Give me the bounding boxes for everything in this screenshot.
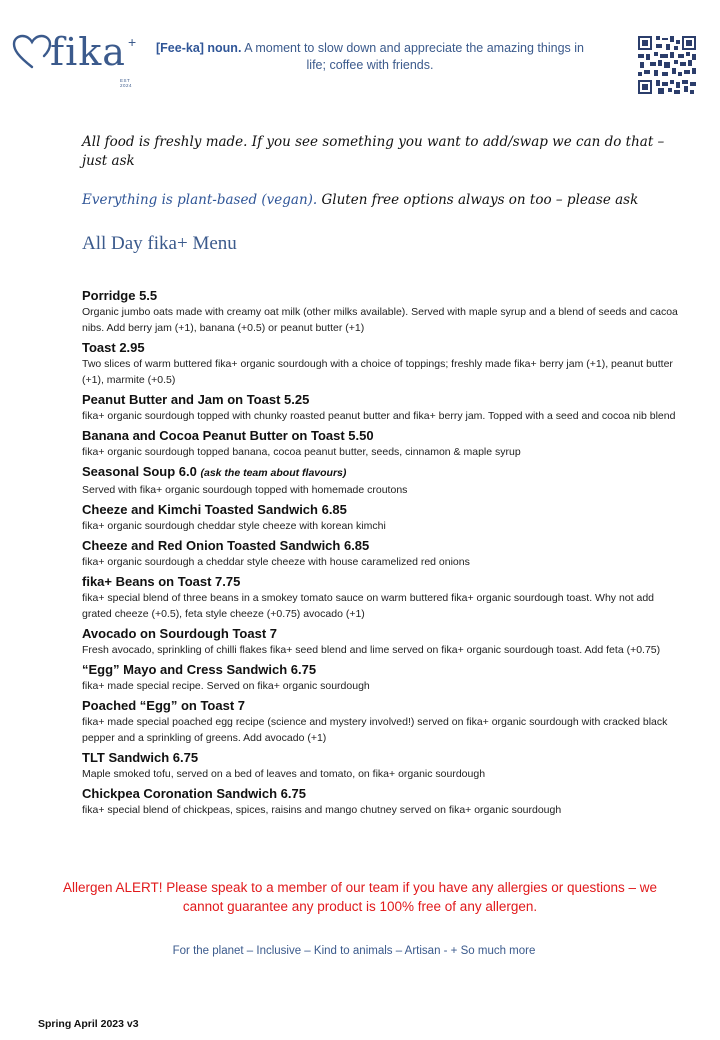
logo-plus: + (128, 34, 137, 50)
menu-item (82, 501, 682, 534)
menu-item-description: Served with fika+ organic sourdough topped with homemade croutons (82, 484, 408, 496)
allergen-alert: Allergen ALERT! Please speak to a member of our team if you have any allergies or questions – we cannot guarantee any product is 100% free of any allergen. (62, 880, 658, 914)
menu-item-title: Peanut Butter and Jam on Toast 5.25 (82, 392, 310, 407)
menu-item-title: fika+ Beans on Toast 7.75 (82, 574, 241, 589)
menu-item-name (82, 625, 682, 642)
tagline (150, 40, 590, 74)
values-line: For the planet – Inclusive – Kind to animals – Artisan - + So much more (172, 945, 536, 957)
vegan-statement: Everything is plant-based (vegan). (82, 192, 318, 208)
menu-item (82, 697, 682, 746)
menu-item-name (82, 501, 682, 518)
menu-item (82, 391, 682, 424)
menu-item-name (82, 749, 682, 766)
menu-item-title: Cheeze and Red Onion Toasted Sandwich 6.85 (82, 538, 370, 553)
menu-item-name (82, 785, 682, 802)
menu-item-title: Avocado on Sourdough Toast 7 (82, 626, 277, 641)
logo-wordmark: fika (50, 30, 126, 74)
menu-item-description: fika+ organic sourdough topped with chunky roasted peanut butter and fika+ berry jam. Topped with a seed and cocoa nib blend (82, 410, 676, 422)
menu-item-description: fika+ special blend of chickpeas, spices, raisins and mango chutney served on fika+ organic sourdough (82, 804, 562, 816)
menu-item-description: fika+ organic sourdough cheddar style cheeze with korean kimchi (82, 520, 386, 532)
menu-item-title: Cheeze and Kimchi Toasted Sandwich 6.85 (82, 502, 347, 517)
menu-item-name (82, 427, 682, 444)
menu-item-name (82, 661, 682, 678)
menu-item-title: TLT Sandwich 6.75 (82, 750, 199, 765)
menu-item-description: fika+ organic sourdough a cheddar style cheeze with house caramelized red onions (82, 556, 470, 568)
tagline-definition: A moment to slow down and appreciate the amazing things in life; coffee with friends. (241, 41, 584, 72)
menu-item-description: Organic jumbo oats made with creamy oat milk (other milks available). Served with maple syrup and a blend of seeds and cacoa nibs. Add berry jam (+1), banana (+0.5) or peanut butter (+1) (82, 306, 678, 334)
menu-items-list (82, 287, 682, 821)
menu-item-title: Porridge 5.5 (82, 288, 158, 303)
heart-icon (12, 34, 52, 70)
menu-item (82, 339, 682, 388)
menu-item (82, 463, 682, 498)
menu-header (0, 0, 720, 110)
menu-item (82, 661, 682, 694)
menu-item (82, 287, 682, 336)
menu-version: Spring April 2023 v3 (38, 1018, 139, 1030)
menu-item-name (82, 573, 682, 590)
fresh-food-note: All food is freshly made. If you see something you want to add/swap we can do that – just ask (82, 134, 665, 169)
menu-item-description: Maple smoked tofu, served on a bed of leaves and tomato, on fika+ organic sourdough (82, 768, 486, 780)
menu-item-title: Poached “Egg” on Toast 7 (82, 698, 246, 713)
fika-logo (12, 32, 140, 92)
menu-item-description: fika+ made special recipe. Served on fika+ organic sourdough (82, 680, 370, 692)
plant-based-note (82, 191, 702, 210)
menu-item-name (82, 697, 682, 714)
menu-item (82, 749, 682, 782)
gluten-free-statement: Gluten free options always on too – please ask (317, 192, 639, 208)
menu-item-description: fika+ made special poached egg recipe (science and mystery involved!) served on fika+ organic sourdough with cracked black pepper and a sprinkling of greens. Add avocado (+1) (82, 716, 668, 744)
menu-title: All Day fika+ Menu (82, 233, 237, 254)
menu-item-name (82, 391, 682, 408)
menu-item (82, 427, 682, 460)
menu-item-name (82, 339, 682, 356)
menu-item-name (82, 537, 682, 554)
logo-established: EST 2024 (120, 78, 133, 88)
menu-item (82, 537, 682, 570)
menu-item-description: fika+ organic sourdough topped banana, cocoa peanut butter, seeds, cinnamon & maple syrup (82, 446, 521, 458)
menu-item-description: fika+ special blend of three beans in a smokey tomato sauce on warm buttered fika+ organic sourdough toast. Why not add grated cheeze (+0.5), feta style cheeze (+0.75) avocado (+1) (82, 592, 654, 620)
menu-item-note: (ask the team about flavours) (200, 467, 347, 479)
menu-item-title: Toast 2.95 (82, 340, 145, 355)
menu-item (82, 625, 682, 658)
menu-item-title: Chickpea Coronation Sandwich 6.75 (82, 786, 306, 801)
tagline-term: [Fee-ka] noun. (156, 41, 242, 55)
menu-item-description: Two slices of warm buttered fika+ organic sourdough with a choice of toppings; freshly made fika+ berry jam (+1), peanut butter (+1), marmite (+0.5) (82, 358, 673, 386)
menu-item-title: Banana and Cocoa Peanut Butter on Toast 5.50 (82, 428, 374, 443)
menu-item-description: Fresh avocado, sprinkling of chilli flakes fika+ seed blend and lime served on fika+ organic sourdough toast. Add feta (+0.75) (82, 644, 661, 656)
menu-item (82, 573, 682, 622)
menu-item (82, 785, 682, 818)
qr-code-icon[interactable] (638, 36, 696, 94)
menu-item-title: Seasonal Soup 6.0 (82, 464, 201, 479)
menu-item-name (82, 287, 682, 304)
menu-item-title: “Egg” Mayo and Cress Sandwich 6.75 (82, 662, 317, 677)
menu-item-name (82, 463, 682, 482)
